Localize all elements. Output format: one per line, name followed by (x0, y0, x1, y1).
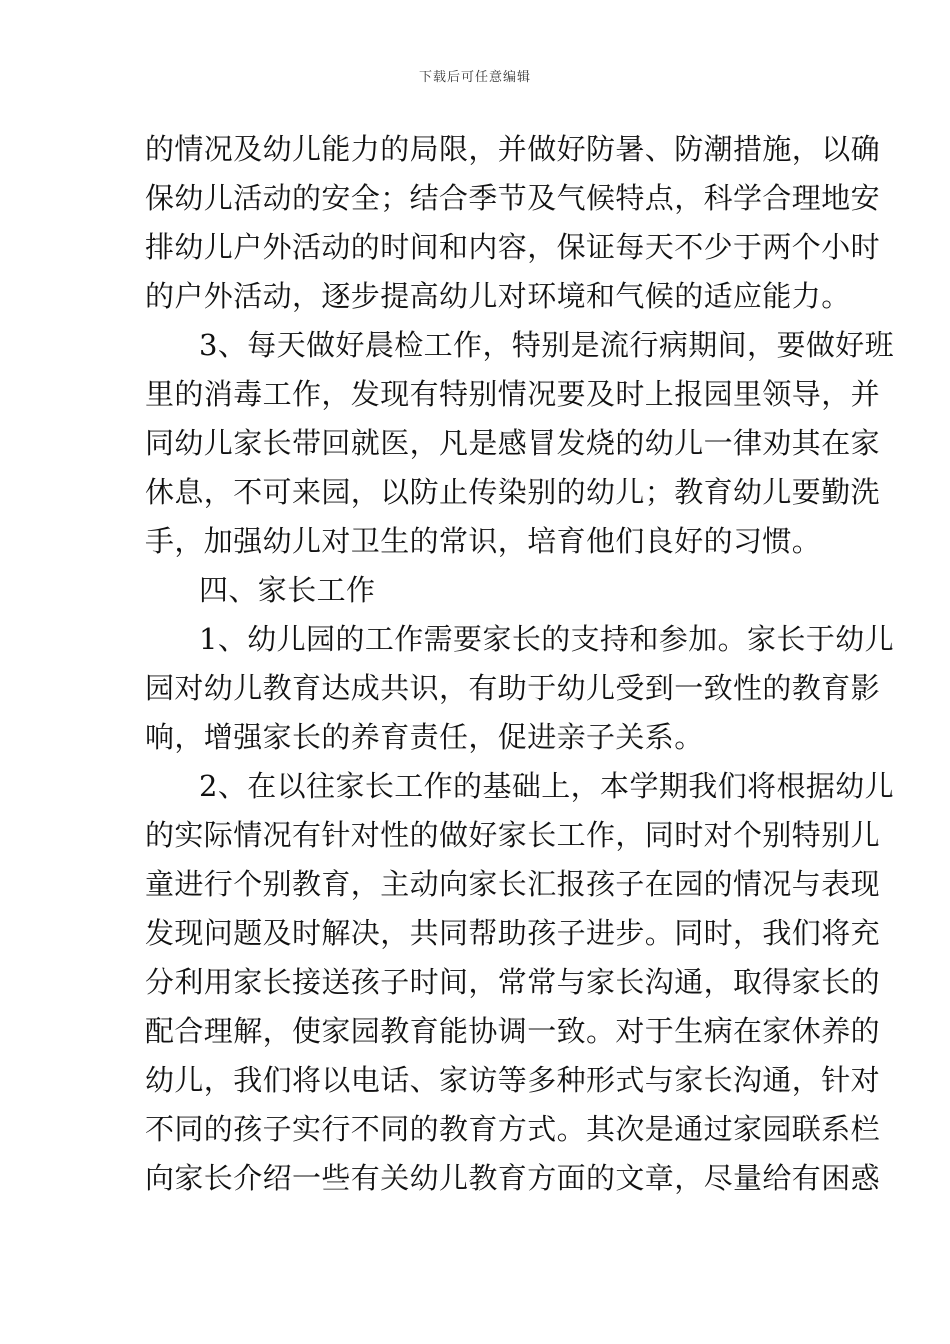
paragraph-start-line: 3、每天做好晨检工作，特别是流行病期间，要做好班 (199, 328, 895, 362)
text-line: 分利用家长接送孩子时间，常常与家长沟通，取得家长的 (145, 965, 881, 999)
page-header-note: 下载后可任意编辑 (418, 70, 531, 85)
text-line: 发现问题及时解决，共同帮助孩子进步。同时，我们将充 (145, 916, 881, 950)
text-line: 同幼儿家长带回就医，凡是感冒发烧的幼儿一律劝其在家 (145, 426, 881, 460)
text-line: 手，加强幼儿对卫生的常识，培育他们良好的习惯。 (145, 524, 822, 558)
paragraph-start-line: 2、在以往家长工作的基础上，本学期我们将根据幼儿 (199, 769, 895, 803)
text-line: 休息，不可来园，以防止传染别的幼儿；教育幼儿要勤洗 (145, 475, 881, 509)
text-line: 保幼儿活动的安全；结合季节及气候特点，科学合理地安 (145, 181, 881, 215)
text-line: 的户外活动，逐步提高幼儿对环境和气候的适应能力。 (145, 279, 851, 313)
text-line: 幼儿，我们将以电话、家访等多种形式与家长沟通，针对 (145, 1063, 881, 1097)
text-line: 的实际情况有针对性的做好家长工作，同时对个别特别儿 (145, 818, 881, 852)
text-line: 响，增强家长的养育责任，促进亲子关系。 (145, 720, 704, 754)
section-heading: 四、家长工作 (199, 573, 376, 607)
text-line: 里的消毒工作，发现有特别情况要及时上报园里领导，并 (145, 377, 881, 411)
text-line: 配合理解，使家园教育能协调一致。对于生病在家休养的 (145, 1014, 881, 1048)
document-body (145, 125, 895, 1203)
text-line: 排幼儿户外活动的时间和内容，保证每天不少于两个小时 (145, 230, 881, 264)
paragraph-start-line: 1、幼儿园的工作需要家长的支持和参加。家长于幼儿 (199, 622, 895, 656)
text-line: 不同的孩子实行不同的教育方式。其次是通过家园联系栏 (145, 1112, 881, 1146)
text-line: 的情况及幼儿能力的局限，并做好防暑、防潮措施，以确 (145, 132, 881, 166)
text-line: 童进行个别教育，主动向家长汇报孩子在园的情况与表现 (145, 867, 881, 901)
text-line: 向家长介绍一些有关幼儿教育方面的文章，尽量给有困惑 (145, 1161, 881, 1195)
text-line: 园对幼儿教育达成共识，有助于幼儿受到一致性的教育影 (145, 671, 881, 705)
